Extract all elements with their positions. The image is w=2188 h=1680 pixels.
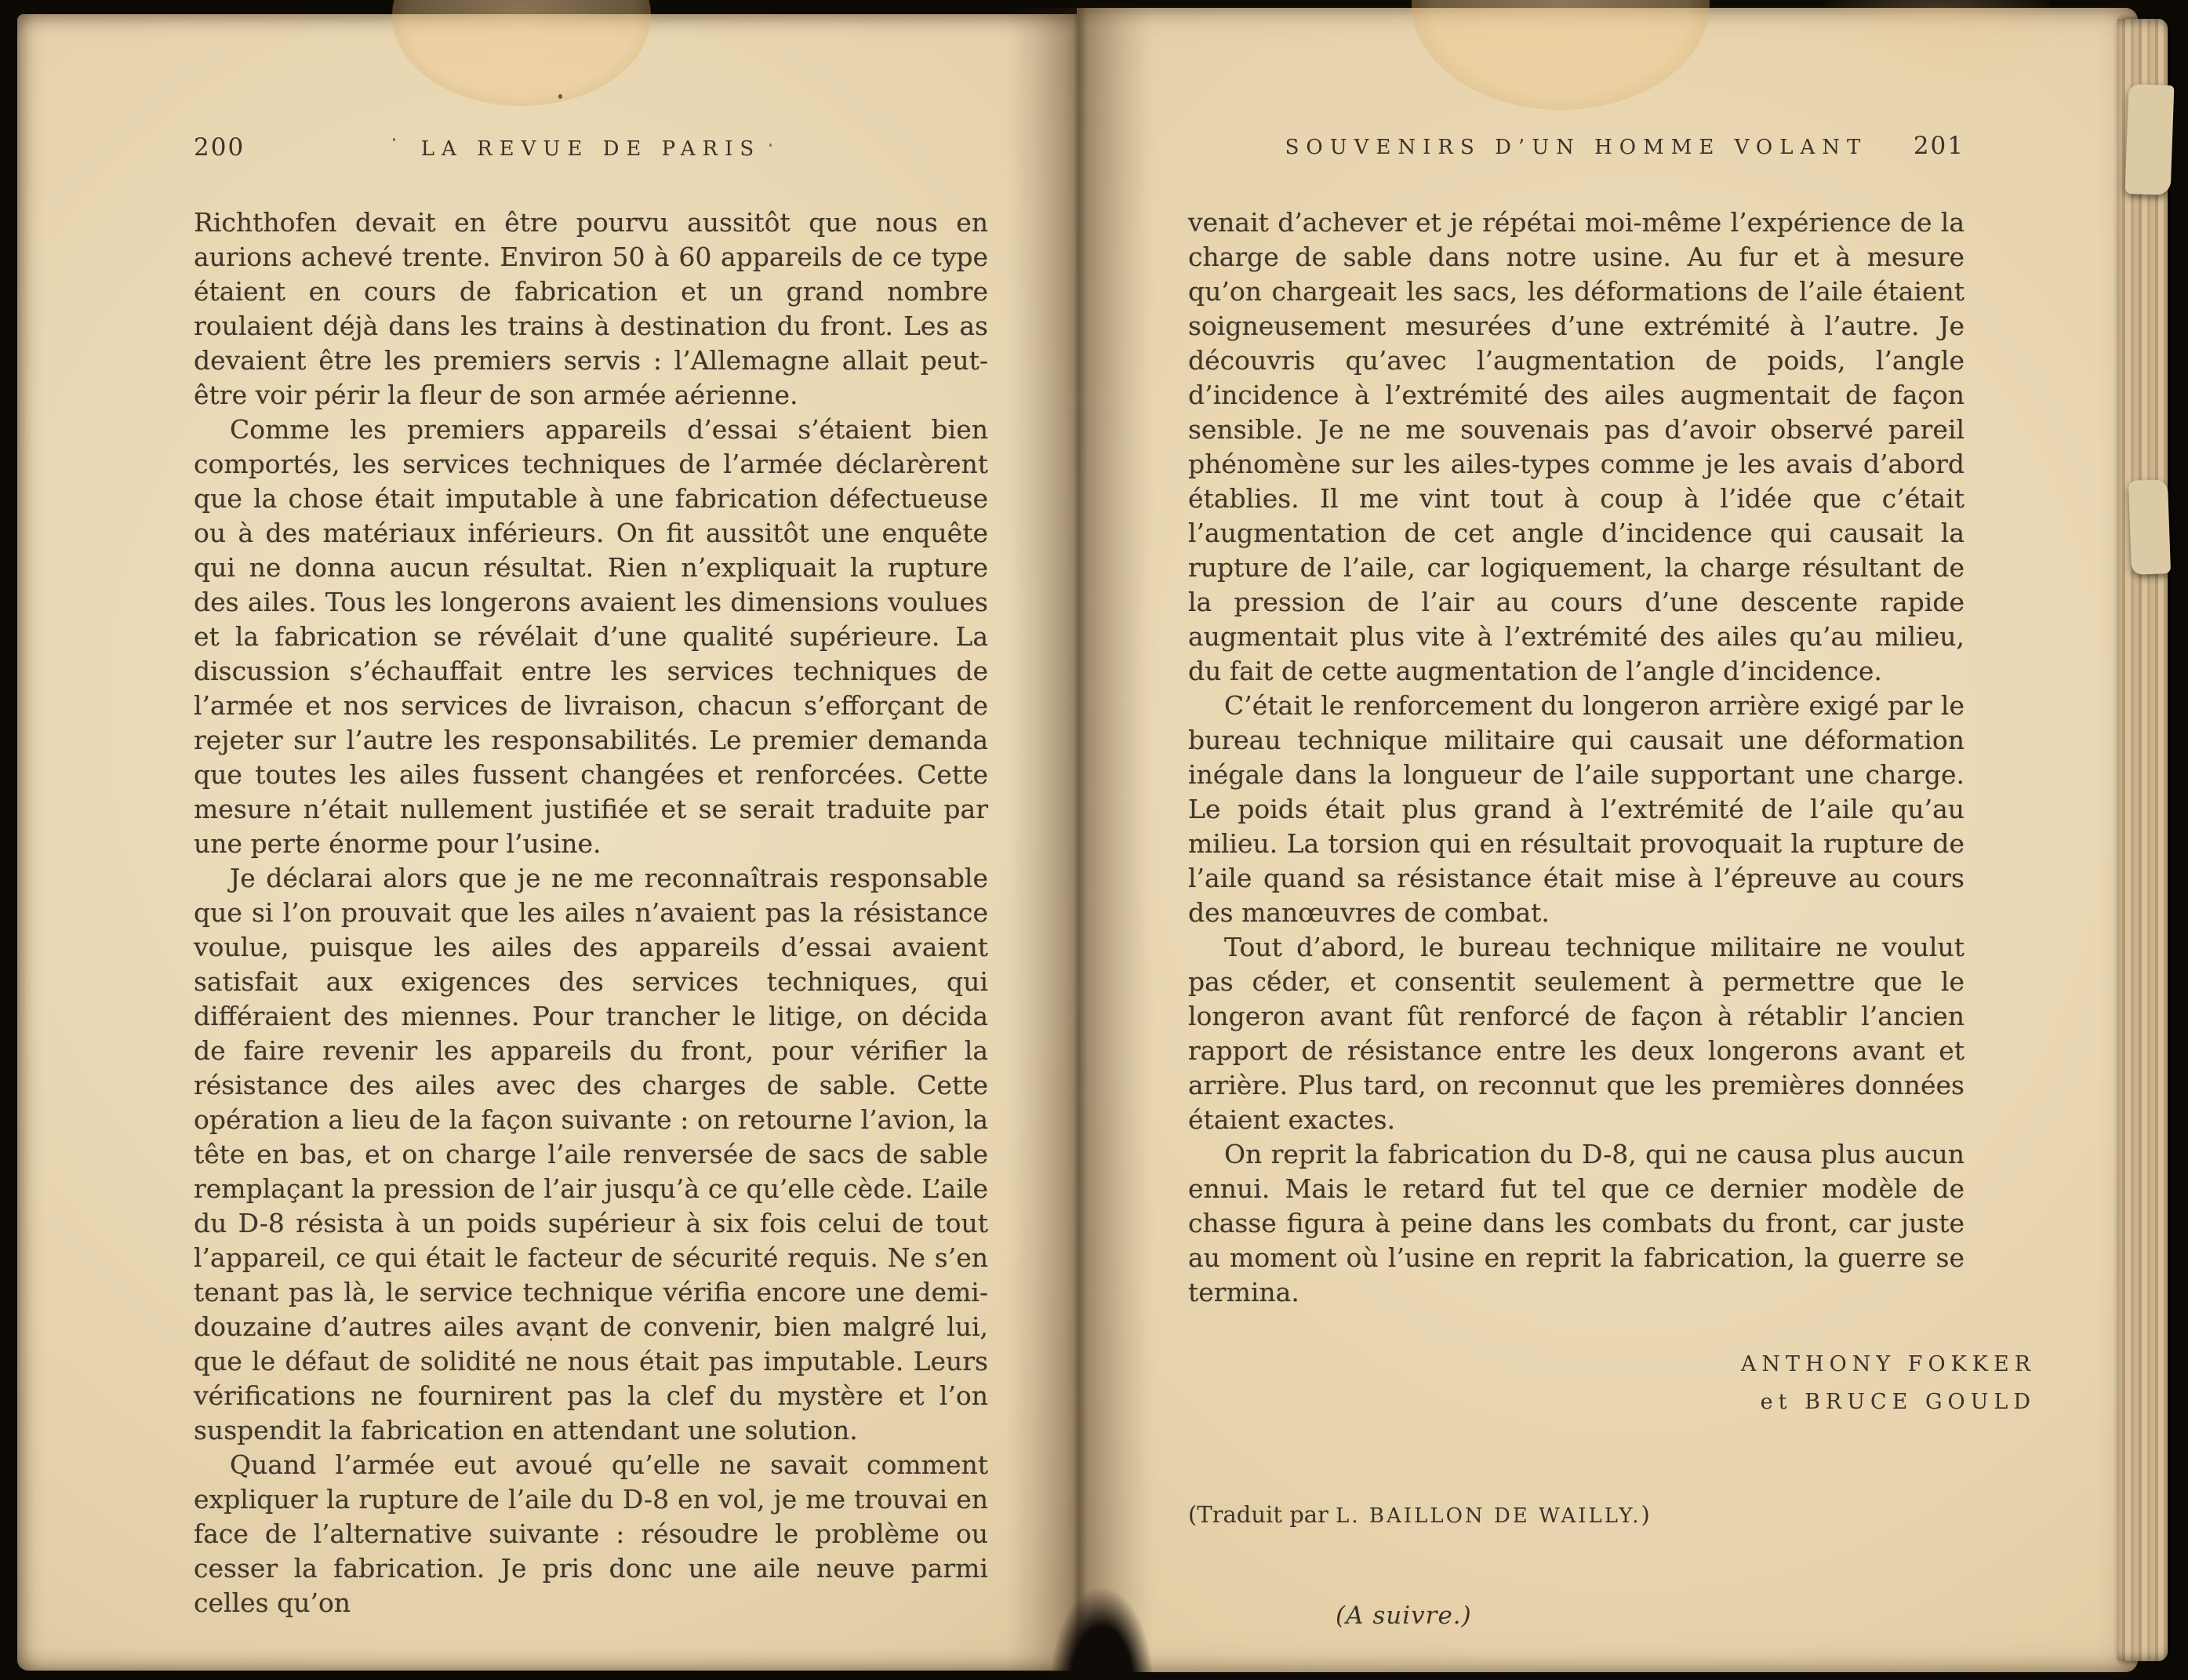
torn-paper-tab: [2125, 84, 2175, 195]
to-be-continued-text: (A suivre.): [1336, 1602, 1472, 1630]
translator-prefix: (Traduit par: [1188, 1501, 1336, 1528]
translator-credit: [1077, 1501, 2138, 1528]
translator-name: L. BAILLON DE WAILLY.: [1336, 1504, 1641, 1528]
paragraph: Je déclarai alors que je ne me reconnaîtrais responsable que si l’on prouvait que les ailes n’avaient pas la résistance voulue, puisque les ailes des appareils d’essai avaient satisfait aux exigences des services techniques, qui différaient des miennes. Pour trancher le litige, on décida de faire revenir les appareils du front, pour vérifier la résistance des ailes avec des charges de sable. Cette opération a lieu de la façon suivante : on retourne l’avion, la tête en bas, et on charge l’aile renversée de sacs de sable remplaçant la pression de l’air jusqu’à ce qu’elle cède. L’aile du D-8 résista à un poids supérieur à six fois celui de tout l’appareil, ce qui était le facteur de sécurité requis. Ne s’en tenant pas là, le service technique vérifia encore une demi-douzaine d’autres ailes avant de convenir, bien malgré lui, que le défaut de solidité ne nous était pas imputable. Leurs vérifications ne fournirent pas la clef du mystère et l’on suspendit la fabrication en attendant une solution.: [194, 863, 988, 1445]
right-page-text: [1077, 205, 2138, 1310]
paragraph: Richthofen devait en être pourvu aussitôt que nous en aurions achevé trente. Environ 50 à 60 appareils de ce type étaient en cours de fabrication et un grand nombre roulaient déjà dans les trains à destination du front. Les as devaient être les premiers servis : l’Allemagne allait peut-être voir périr la fleur de son armée aérienne.: [194, 207, 988, 410]
left-running-title: LA REVUE DE PARIS: [420, 137, 761, 161]
author-signature: [1077, 1346, 2036, 1421]
paragraph: C’était le renforcement du longeron arrière exigé par le bureau technique militaire qui causait une déformation inégale dans la longueur de l’aile supportant une charge. Le poids était plus grand à l’extrémité de l’aile qu’au milieu. La torsion qui en résultait provoquait la rupture de l’aile quand sa résistance était mise à l’épreuve au cours des manœuvres de combat.: [1188, 690, 1964, 928]
right-page-header: [1077, 8, 2138, 160]
paragraph: On reprit la fabrication du D-8, qui ne causa plus aucun ennui. Mais le retard fut tel que ce dernier modèle de chasse figura à peine dans les combats du front, car juste au moment où l’usine en reprit la fabrication, la guerre se termina.: [1188, 1139, 1964, 1307]
left-page: [17, 14, 1077, 1671]
left-page-number: 200: [194, 133, 245, 162]
paragraph: Quand l’armée eut avoué qu’elle ne savait comment expliquer la rupture de l’aile du D-8 en vol, je me trouvai en face de l’alternative suivante : résoudre le problème ou cesser la fabrication. Je pris donc une aile neuve parmi celles qu’on: [194, 1449, 988, 1618]
paragraph: Tout d’abord, le bureau technique militaire ne voulut pas céder, et consentit seulement à permettre que le longeron avant fût renforcé de façon à rétablir l’ancien rapport de résistance entre les deux longerons avant et arrière. Plus tard, on reconnut que les premières données étaient exactes.: [1188, 932, 1964, 1135]
torn-paper-tab: [2128, 479, 2171, 575]
right-running-title: SOUVENIRS D’UN HOMME VOLANT: [1285, 136, 1868, 159]
right-page-number: 201: [1913, 132, 1964, 160]
author-name-1: ANTHONY FOKKER: [1740, 1352, 2036, 1376]
to-be-continued: [1077, 1602, 2138, 1630]
paragraph: venait d’achever et je répétai moi-même l’expérience de la charge de sable dans notre usine. Au fur et à mesure qu’on chargeait les sacs, les déformations de l’aile étaient soigneusement mesurées d’une extrémité à l’autre. Je découvris qu’avec l’augmentation de poids, l’angle d’incidence à l’extrémité des ailes augmentait de façon sensible. Je ne me souvenais pas d’avoir observé pareil phénomène sur les ailes-types comme je les avais d’abord établies. Il me vint tout à coup à l’idée que c’était l’augmentation de cet angle d’incidence qui causait la rupture de l’aile, car logiquement, la charge résultant de la pression de l’air au cours d’une descente rapide augmentait plus vite à l’extrémité des ailes qu’au milieu, du fait de cette augmentation de l’angle d’incidence.: [1188, 207, 1964, 686]
left-page-header: [17, 14, 1077, 162]
translator-suffix: ): [1641, 1501, 1650, 1528]
left-page-text: [17, 205, 1077, 1620]
author-name-2: et BRUCE GOULD: [1760, 1390, 2036, 1414]
paper-specks: [558, 94, 562, 99]
paragraph: Comme les premiers appareils d’essai s’étaient bien comportés, les services techniques de l’armée déclarèrent que la chose était imputable à une fabrication défectueuse ou à des matériaux inférieurs. On fit aussitôt une enquête qui ne donna aucun résultat. Rien n’expliquait la rupture des ailes. Tous les longerons avaient les dimensions voulues et la fabrication se révélait d’une qualité supérieure. La discussion s’échauffait entre les services techniques de l’armée et nos services de livraison, chacun s’efforçant de rejeter sur l’autre les responsabilités. Le premier demanda que toutes les ailes fussent changées et renforcées. Cette mesure n’était nullement justifiée et se serait traduite par une perte énorme pour l’usine.: [194, 414, 988, 859]
right-page: [1077, 8, 2138, 1672]
page-edge-stack: [2117, 19, 2168, 1661]
